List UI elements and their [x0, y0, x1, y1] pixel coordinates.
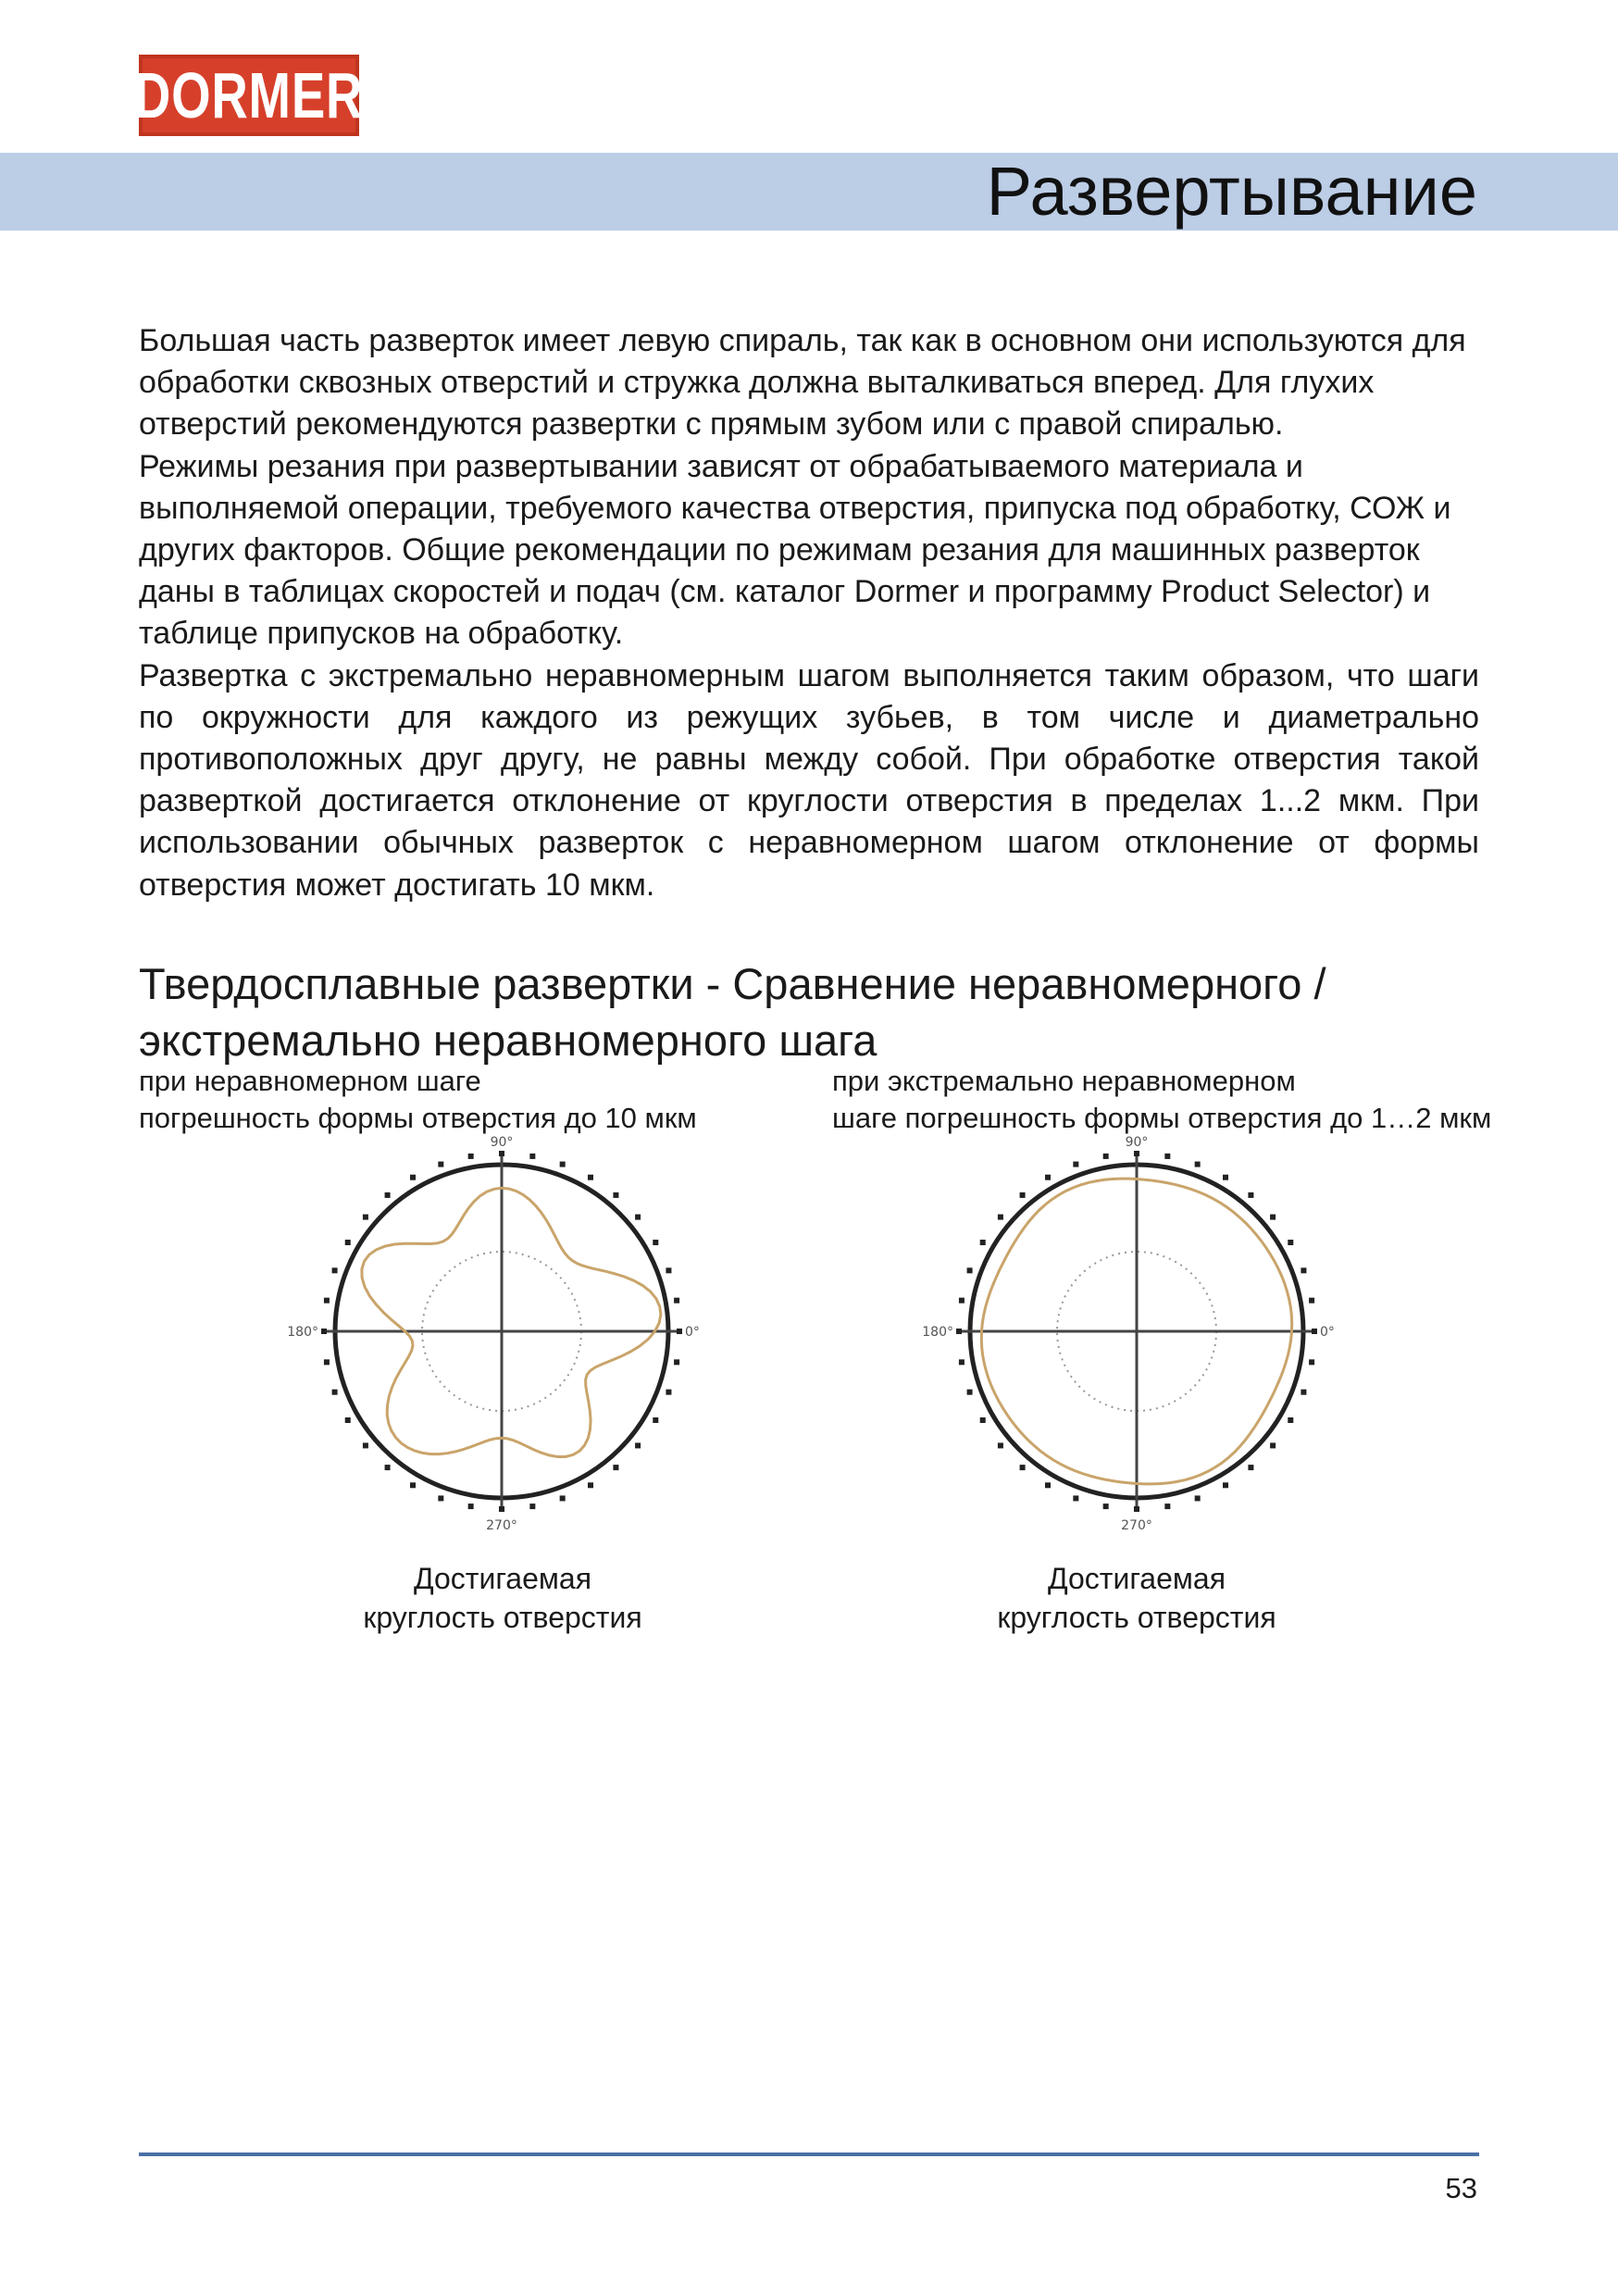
roundness-label-right [942, 1559, 1331, 1637]
roundness-label-right-line1: Достигаемая [1047, 1562, 1226, 1595]
tick-mark [1073, 1495, 1078, 1501]
tick-mark [967, 1267, 973, 1273]
tick-mark [588, 1175, 593, 1180]
tick-mark [410, 1175, 416, 1180]
tick-mark [438, 1162, 443, 1167]
angle-label: 180° [922, 1325, 953, 1340]
footer-divider [139, 2152, 1479, 2156]
tick-mark [998, 1442, 1003, 1448]
polar-chart-uneven-pitch [287, 1128, 705, 1535]
caption-right [832, 1063, 1491, 1137]
tick-mark [613, 1465, 618, 1470]
tick-mark [1134, 1151, 1139, 1156]
angle-label: 90° [490, 1135, 514, 1150]
tick-mark [529, 1154, 535, 1159]
paragraph-1: Большая часть разверток имеет левую спираль, так как в основном они используются для обработки сквозных отверстий и стружка должна выталкиваться вперед. Для глухих отверстий рекомендуются развертки с прямым зубом или с правой спиралью. [139, 323, 1466, 443]
roundness-label-left [308, 1559, 697, 1637]
tick-mark [1103, 1504, 1109, 1509]
tick-mark [980, 1417, 986, 1423]
caption-left [139, 1063, 697, 1137]
tick-mark [324, 1359, 330, 1365]
tick-mark [345, 1417, 351, 1423]
logo-text: DORMER [134, 59, 364, 131]
angle-label: 180° [287, 1325, 318, 1340]
angle-label: 270° [1121, 1518, 1152, 1533]
tick-mark [956, 1329, 962, 1334]
tick-mark [653, 1240, 658, 1245]
roundness-label-left-line2: круглость отверстия [363, 1601, 642, 1634]
tick-mark [345, 1240, 351, 1245]
tick-mark [677, 1329, 682, 1334]
angle-label: 270° [486, 1518, 517, 1533]
tick-mark [1164, 1154, 1170, 1159]
dormer-logo [134, 55, 364, 136]
tick-mark [1248, 1192, 1253, 1198]
tick-mark [1134, 1506, 1139, 1512]
tick-mark [1288, 1417, 1293, 1423]
tick-mark [653, 1417, 658, 1423]
tick-mark [1223, 1175, 1228, 1180]
body-text [139, 320, 1479, 906]
tick-mark [363, 1442, 368, 1448]
tick-mark [1270, 1215, 1276, 1220]
tick-mark [1309, 1298, 1314, 1304]
tick-mark [666, 1390, 671, 1395]
tick-mark [1195, 1495, 1201, 1501]
angle-label: 0° [1320, 1325, 1335, 1340]
tick-mark [1270, 1442, 1276, 1448]
tick-mark [385, 1465, 391, 1470]
section-title-line2: экстремально неравномерного шага [139, 1016, 877, 1065]
tick-mark [1164, 1504, 1170, 1509]
tick-mark [1301, 1267, 1306, 1273]
section-title-line1: Твердосплавные развертки - Сравнение неравномерного / [139, 959, 1326, 1008]
tick-mark [635, 1215, 641, 1220]
tick-mark [998, 1215, 1003, 1220]
tick-mark [332, 1390, 338, 1395]
tick-mark [1301, 1390, 1306, 1395]
roundness-label-right-line2: круглость отверстия [997, 1601, 1276, 1634]
tick-mark [1020, 1192, 1026, 1198]
caption-left-line2: погрешность формы отверстия до 10 мкм [139, 1102, 697, 1134]
angle-label: 90° [1125, 1135, 1149, 1150]
caption-right-line2: шаге погрешность формы отверстия до 1…2 мкм [832, 1102, 1492, 1134]
angle-label: 0° [685, 1325, 700, 1340]
tick-mark [967, 1390, 973, 1395]
tick-mark [1223, 1482, 1228, 1488]
tick-mark [1073, 1162, 1078, 1167]
tick-mark [385, 1192, 391, 1198]
tick-mark [438, 1495, 443, 1501]
polar-chart-extreme-uneven-pitch [922, 1128, 1340, 1535]
tick-mark [1288, 1240, 1293, 1245]
tick-mark [1309, 1359, 1314, 1365]
tick-mark [1045, 1482, 1051, 1488]
paragraph-2: Режимы резания при развертывании зависят от обрабатываемого материала и выполняемой операции, требуемого качества отверстия, припуска под обработку, СОЖ и других факторов. Общие рекомендации по режимам резания для машинных разверток даны в таблицах скоростей и подач (см. каталог Dormer и программу Product Selector) и таблице припусков на обработку. [139, 448, 1451, 652]
title-band [0, 153, 1618, 231]
tick-mark [410, 1482, 416, 1488]
tick-mark [613, 1192, 618, 1198]
tick-mark [499, 1506, 504, 1512]
tick-mark [1103, 1154, 1109, 1159]
tick-mark [321, 1329, 327, 1334]
caption-left-line1: при неравномерном шаге [139, 1065, 481, 1097]
tick-mark [468, 1504, 474, 1509]
tick-mark [468, 1154, 474, 1159]
caption-right-line1: при экстремально неравномерном [832, 1065, 1296, 1097]
tick-mark [674, 1298, 679, 1304]
roundness-profile-line [362, 1188, 661, 1456]
tick-mark [1248, 1465, 1253, 1470]
tick-mark [959, 1359, 965, 1365]
tick-mark [666, 1267, 671, 1273]
tick-mark [332, 1267, 338, 1273]
tick-mark [499, 1151, 504, 1156]
page-title: Развертывание [986, 153, 1477, 230]
tick-mark [1312, 1329, 1317, 1334]
tick-mark [363, 1215, 368, 1220]
tick-mark [588, 1482, 593, 1488]
tick-mark [1045, 1175, 1051, 1180]
tick-mark [674, 1359, 679, 1365]
paragraph-3: Развертка с экстремально неравномерным шагом выполняется таким образом, что шаги по окружности для каждого из режущих зубьев, в том числе и диаметрально противоположных друг другу, не равны между собой. При обработке отверстия такой разверткой достигается отклонение от круглости отверстия в пределах 1...2 мкм. При использовании обычных разверток с неравномерном шагом отклонение от формы отверстия может достигать 10 мкм. [139, 657, 1479, 903]
tick-mark [324, 1298, 330, 1304]
page-number: 53 [1445, 2172, 1477, 2204]
tick-mark [1020, 1465, 1026, 1470]
tick-mark [1195, 1162, 1201, 1167]
roundness-label-left-line1: Достигаемая [413, 1562, 592, 1595]
tick-mark [635, 1442, 641, 1448]
section-title [139, 955, 1490, 1068]
tick-mark [560, 1162, 566, 1167]
tick-mark [560, 1495, 566, 1501]
tick-mark [529, 1504, 535, 1509]
tick-mark [959, 1298, 965, 1304]
tick-mark [980, 1240, 986, 1245]
